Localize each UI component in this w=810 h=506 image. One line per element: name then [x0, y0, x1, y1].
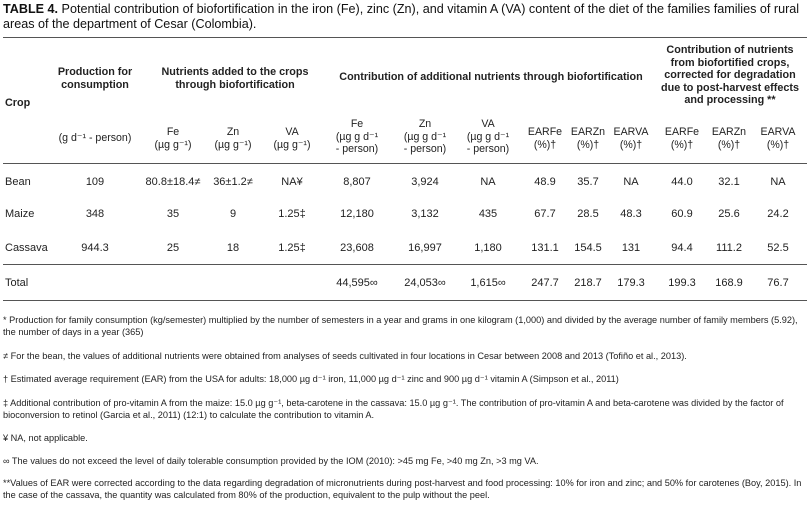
footnote-production: * Production for family consumption (kg/semester) multiplied by the number of semesters in a year and grams in one kilogram (1,000) and divided by the average number of family members (5.92), the number of days in a year (365) — [3, 315, 798, 337]
row-production: 348 — [85, 208, 105, 220]
row-earva: 48.3 — [620, 208, 642, 220]
subheader-earfe-corrected: EARFe (%)† — [664, 126, 700, 151]
row-production: 944.3 — [81, 242, 109, 254]
row-earva-corrected: 24.2 — [767, 208, 789, 220]
row-earfe: 48.9 — [534, 176, 556, 188]
row-fe-contribution: 8,807 — [343, 176, 371, 188]
row-earzn: 218.7 — [574, 277, 602, 289]
footnote-provitamin: ‡ Additional contribution of pro-vitamin A from the maize: 15.0 µg g⁻¹, beta-carotene in the cassava: 15.0 µg g⁻¹. The contribution of pro-vitamin A and beta-carotene was divided by the factor of bioconversion to retinol (Garcia et al., 2011) (12:1) to calculate the contribution to vitamin A. — [3, 398, 784, 420]
row-zn-added: 18 — [226, 242, 240, 254]
header-production: Production for consumption — [57, 66, 133, 91]
row-earzn-corrected: 25.6 — [718, 208, 740, 220]
subheader-earva-corrected: EARVA (%)† — [760, 126, 796, 151]
row-earfe-corrected: 199.3 — [668, 277, 696, 289]
footnote-na: ¥ NA, not applicable. — [3, 433, 88, 443]
row-va-added: NA¥ — [281, 176, 303, 188]
row-zn-contribution: 24,053∞ — [404, 277, 446, 289]
row-earva-corrected: 76.7 — [767, 277, 789, 289]
header-contribution: Contribution of additional nutrients through biofortification — [339, 71, 643, 83]
row-va-added: 1.25‡ — [278, 242, 306, 254]
row-earva: 131 — [621, 242, 641, 254]
table-caption — [3, 2, 805, 32]
row-fe-added: 35 — [166, 208, 180, 220]
row-earfe: 67.7 — [534, 208, 556, 220]
row-earzn-corrected: 111.2 — [716, 242, 742, 254]
row-zn-contribution: 3,132 — [411, 208, 439, 220]
footnote-ear: † Estimated average requirement (EAR) from the USA for adults: 18,000 µg d⁻¹ iron, 11,000 µg d⁻¹ zinc and 900 µg d⁻¹ vitamin A (Simpson et al., 2011) — [3, 374, 619, 384]
row-earzn-corrected: 168.9 — [715, 277, 743, 289]
row-crop: Bean — [5, 176, 31, 188]
row-va-added: 1.25‡ — [278, 208, 306, 220]
row-fe-contribution: 12,180 — [340, 208, 374, 220]
row-earfe: 131.1 — [531, 242, 559, 254]
header-nutrients-added: Nutrients added to the crops through biofortification — [161, 66, 309, 91]
row-crop: Cassava — [5, 242, 48, 254]
row-va-contribution: 435 — [478, 208, 498, 220]
row-earfe: 247.7 — [531, 277, 559, 289]
row-fe-contribution: 44,595∞ — [336, 277, 378, 289]
subheader-zn-added: Zn (µg g⁻¹) — [214, 126, 252, 151]
subheader-earzn: EARZn (%)† — [570, 126, 606, 151]
subheader-va-contribution: VA (µg g d⁻¹ - person) — [466, 118, 510, 155]
total-rule — [3, 264, 807, 265]
row-zn-added: 9 — [229, 208, 237, 220]
subheader-va-added: VA (µg g⁻¹) — [273, 126, 311, 151]
row-zn-contribution: 3,924 — [411, 176, 439, 188]
row-earva: NA — [623, 176, 639, 188]
row-fe-added: 25 — [166, 242, 180, 254]
row-crop: Maize — [5, 208, 35, 220]
row-earfe-corrected: 60.9 — [671, 208, 693, 220]
header-rule — [3, 163, 807, 164]
row-crop: Total — [5, 277, 29, 289]
footnote-bean: ≠ For the bean, the values of additional nutrients were obtained from analyses of seeds cultivated in four locations in Cesar between 2008 and 2013 (Tofiño et al., 2013). — [3, 351, 687, 361]
row-va-contribution: NA — [480, 176, 496, 188]
row-earfe-corrected: 44.0 — [671, 176, 693, 188]
row-fe-added: 80.8±18.4≠ — [145, 176, 201, 188]
subheader-production-unit: (g d⁻¹ - person) — [58, 132, 132, 144]
row-earzn: 28.5 — [577, 208, 599, 220]
header-corrected-contribution: Contribution of nutrients from biofortified crops, corrected for degradation due to post-harvest effects and processing ** — [661, 44, 799, 106]
table-title: Potential contribution of biofortification in the iron (Fe), zinc (Zn), and vitamin A (VA) content of the diet of the families families of rural areas of the department of Cesar (Colombia). — [3, 2, 800, 31]
subheader-earva: EARVA (%)† — [613, 126, 649, 151]
header-crop: Crop — [5, 97, 31, 109]
row-earzn: 35.7 — [577, 176, 599, 188]
table-label: TABLE 4. — [3, 2, 59, 16]
top-rule — [3, 37, 807, 38]
subheader-fe-contribution: Fe (µg g d⁻¹ - person) — [335, 118, 379, 155]
row-earva-corrected: 52.5 — [767, 242, 789, 254]
row-va-contribution: 1,615∞ — [470, 277, 506, 289]
row-fe-contribution: 23,608 — [340, 242, 374, 254]
subheader-earzn-corrected: EARZn (%)† — [711, 126, 747, 151]
row-zn-contribution: 16,997 — [408, 242, 442, 254]
subheader-earfe: EARFe (%)† — [527, 126, 563, 151]
row-production: 109 — [85, 176, 105, 188]
row-earva-corrected: NA — [770, 176, 786, 188]
subheader-zn-contribution: Zn (µg g d⁻¹ - person) — [403, 118, 447, 155]
row-earfe-corrected: 94.4 — [671, 242, 693, 254]
row-earva: 179.3 — [617, 277, 645, 289]
row-va-contribution: 1,180 — [474, 242, 502, 254]
row-earzn: 154.5 — [574, 242, 602, 254]
footnote-tolerable: ∞ The values do not exceed the level of daily tolerable consumption provided by the IOM (2010): >45 mg Fe, >40 mg Zn, >3 mg VA. — [3, 456, 539, 466]
row-zn-added: 36±1.2≠ — [213, 176, 253, 188]
row-earzn-corrected: 32.1 — [718, 176, 740, 188]
footnote-degradation: **Values of EAR were corrected according to the data regarding degradation of micronutrients during post-harvest and food processing: 10% for iron and zinc; and 50% for carotenes (Boy, 2015). In the case of the cassava, the quantity was calculated from 80% of the production, equivalent to the pulp without the peel. — [3, 478, 802, 500]
bottom-rule — [3, 300, 807, 301]
subheader-fe-added: Fe (µg g⁻¹) — [154, 126, 192, 151]
